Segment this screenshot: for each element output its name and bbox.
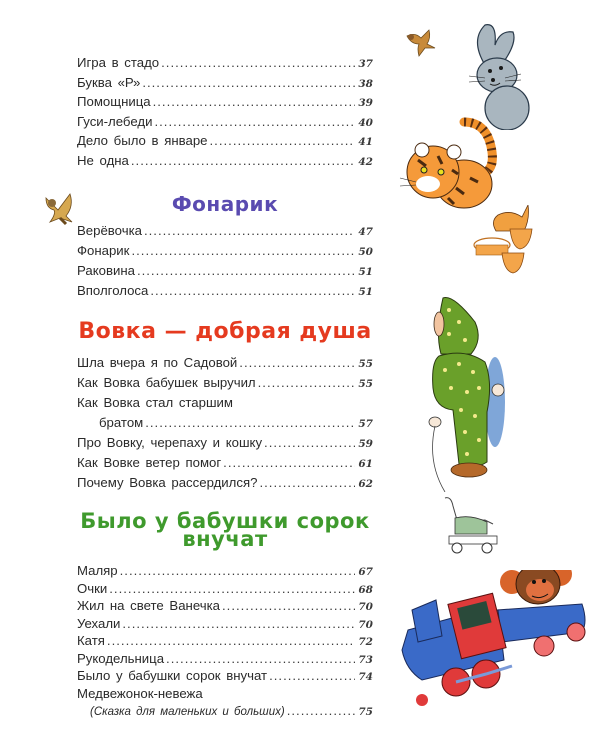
toc-entry[interactable] <box>77 151 373 170</box>
dot-leader <box>154 112 355 131</box>
entry-page: 41 <box>358 136 373 148</box>
heading-line-2: внучат <box>182 527 268 551</box>
toc-entry[interactable] <box>77 73 373 92</box>
dot-leader <box>107 631 355 650</box>
bird-icon <box>40 190 78 226</box>
entry-title: Как Вовка бабушек выручил <box>77 375 256 390</box>
entry-title: Почему Вовка рассердился? <box>77 475 258 490</box>
bird-icon <box>403 28 439 58</box>
entry-page: 75 <box>358 706 373 718</box>
toc-entry[interactable] <box>77 261 373 280</box>
entry-title: Про Вовку, черепаху и кошку <box>77 435 263 450</box>
entry-page: 73 <box>358 653 373 666</box>
entry-page: 72 <box>358 636 373 648</box>
dot-leader <box>120 561 356 580</box>
entry-page: 42 <box>358 155 373 168</box>
entry-title: Очки <box>77 580 108 596</box>
tea-set-illustration <box>470 205 545 280</box>
entry-page: 67 <box>358 566 373 578</box>
entry-page: 57 <box>358 418 373 430</box>
toc-entry[interactable] <box>77 596 373 615</box>
toc-entry[interactable] <box>77 281 373 300</box>
entry-page: 74 <box>358 671 373 683</box>
toc-entry[interactable] <box>77 614 373 633</box>
entry-page: 37 <box>358 58 373 70</box>
entry-page: 59 <box>358 438 373 450</box>
entry-title: Как Вовке ветер помог <box>77 455 222 470</box>
dot-leader <box>131 151 355 170</box>
toc-entry[interactable] <box>77 221 373 240</box>
dot-leader <box>264 433 355 452</box>
toc-entry[interactable] <box>77 373 373 392</box>
entry-title: Фонарик <box>77 243 130 258</box>
dot-leader <box>210 131 356 150</box>
entry-page: 55 <box>358 378 373 390</box>
toc-entry[interactable] <box>77 241 373 260</box>
entry-title: Шла вчера я по Садовой <box>77 355 238 370</box>
entry-title: Верёвочка <box>77 223 142 238</box>
toc-entry[interactable] <box>77 53 373 72</box>
toc-entry[interactable] <box>77 666 373 685</box>
entry-title: Жил на свете Ванечка <box>77 598 220 613</box>
entry-title: Помощница <box>77 94 151 109</box>
toc-entry[interactable] <box>77 433 373 452</box>
toc-entry-subtitle[interactable] <box>77 701 373 720</box>
heading-line-1: Было у бабушки сорок <box>80 509 370 533</box>
entry-page: 55 <box>358 358 373 370</box>
toy-horse-illustration <box>435 490 505 555</box>
dot-leader <box>222 596 355 615</box>
entry-title: Игра в стадо <box>77 55 160 70</box>
dot-leader <box>144 221 355 240</box>
toc-entry[interactable] <box>77 649 373 668</box>
entry-title: Дело было в январе <box>77 133 208 148</box>
dot-leader <box>131 241 355 260</box>
entry-page: 38 <box>358 77 373 90</box>
toc-entry[interactable] <box>77 453 373 472</box>
section-heading-fonarik: Фонарик <box>171 192 279 216</box>
entry-title: Уехали <box>77 615 121 631</box>
dot-leader <box>223 453 355 472</box>
dot-leader <box>287 701 356 720</box>
dot-leader <box>239 353 355 372</box>
entry-page: 40 <box>358 116 373 129</box>
dot-leader <box>269 666 355 685</box>
toc-entry-line1[interactable]: Как Вовка стал старшим <box>77 395 233 410</box>
toc-entry[interactable] <box>77 112 373 131</box>
dot-leader <box>259 473 355 492</box>
dot-leader <box>145 413 355 432</box>
entry-title: Раковина <box>77 263 135 278</box>
entry-page: 51 <box>358 266 373 278</box>
toc-entry[interactable] <box>77 353 373 372</box>
tiger-cub-illustration <box>398 112 498 212</box>
toc-entry[interactable] <box>77 92 373 111</box>
dot-leader <box>122 614 355 633</box>
entry-subtitle: (Сказка для маленьких и больших) <box>90 706 285 718</box>
monkey-on-train-illustration <box>392 570 592 720</box>
dot-leader <box>166 649 355 668</box>
entry-page: 50 <box>358 246 373 258</box>
entry-page: 62 <box>358 478 373 490</box>
entry-title: Буква «Р» <box>77 74 141 90</box>
child-illustration <box>425 292 535 492</box>
entry-page: 61 <box>358 458 373 470</box>
entry-page: 70 <box>358 601 373 613</box>
dot-leader <box>150 281 355 300</box>
dot-leader <box>161 53 355 72</box>
dot-leader <box>109 579 355 598</box>
dot-leader <box>153 92 356 111</box>
section-heading-babushka <box>77 509 373 551</box>
entry-title: Рукодельница <box>77 650 165 666</box>
entry-page: 70 <box>358 618 373 631</box>
entry-page: 47 <box>358 226 373 238</box>
dot-leader <box>137 261 355 280</box>
entry-page: 39 <box>358 97 373 109</box>
entry-title: Не одна <box>77 152 129 168</box>
entry-page: 51 <box>358 286 373 298</box>
entry-title: Катя <box>77 633 105 648</box>
dot-leader <box>258 373 356 392</box>
section-heading-vovka: Вовка — добрая душа <box>78 319 372 344</box>
toc-entry-line1[interactable]: Медвежонок-невежа <box>77 685 203 701</box>
toc-entry[interactable] <box>77 473 373 492</box>
entry-page: 68 <box>358 583 373 596</box>
entry-title: Было у бабушки сорок внучат <box>77 668 268 683</box>
toc-entry-continuation[interactable] <box>77 413 373 432</box>
toc-entry[interactable] <box>77 131 373 150</box>
toc-entry[interactable] <box>77 561 373 580</box>
entry-title: братом <box>99 415 144 430</box>
entry-title: Гуси-лебеди <box>77 113 153 129</box>
entry-title: Маляр <box>77 563 118 578</box>
dot-leader <box>142 73 355 92</box>
entry-title: Вполголоса <box>77 283 149 298</box>
toc-entry[interactable] <box>77 631 373 650</box>
toc-entry[interactable] <box>77 579 373 598</box>
